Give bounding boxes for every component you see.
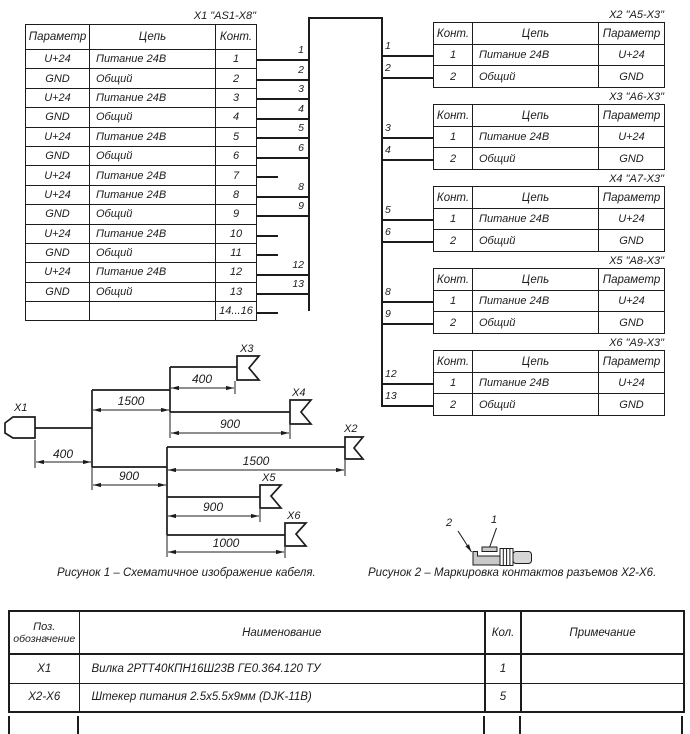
connector-label-x5: X5 (262, 472, 276, 484)
param-cell: GND (26, 146, 90, 165)
pin-cell: 1 (216, 50, 257, 69)
circuit-cell: Питание 24В (473, 127, 599, 148)
col-header-circuit: Цепь (473, 269, 599, 291)
wire-label: 5 (298, 122, 304, 134)
wire-label: 1 (385, 40, 391, 52)
pin-cell: 1 (434, 127, 473, 148)
pin-cell: 10 (216, 224, 257, 243)
circuit-cell: Общий (90, 205, 216, 224)
col-header-circuit: Цепь (473, 351, 599, 373)
table-row (26, 146, 257, 165)
wire-right-3 (381, 137, 433, 139)
pin-cell: 2 (216, 69, 257, 88)
circuit-cell: Питание 24В (473, 291, 599, 312)
circuit-cell: Питание 24В (90, 50, 216, 69)
wire-left-3 (256, 98, 308, 100)
table-continuation-line (681, 716, 683, 734)
plug-tip-contact (482, 547, 497, 552)
circuit-cell: Общий (90, 243, 216, 262)
table-row (26, 185, 257, 204)
wire-label: 9 (385, 308, 391, 320)
x1-table-title: X1 "AS1-X8" (193, 10, 256, 22)
pin-cell: 2 (434, 312, 473, 333)
dim-label-1000-x6: 1000 (212, 536, 240, 550)
wire-label: 2 (385, 62, 391, 74)
circuit-cell: Общий (90, 69, 216, 88)
table-header-row (26, 25, 257, 50)
param-cell: U+24 (26, 127, 90, 146)
col-header-param: Параметр (599, 23, 665, 45)
wire-label: 3 (385, 122, 391, 134)
x2-pinout-table (433, 22, 665, 88)
wire-right-9 (381, 323, 433, 325)
leader-line-contact-2 (458, 531, 472, 552)
circuit-cell: Общий (90, 282, 216, 301)
param-cell: U+24 (26, 263, 90, 282)
table-header-row (434, 351, 665, 373)
param-cell: U+24 (26, 50, 90, 69)
col-header-pin: Конт. (434, 105, 473, 127)
name-cell: Штекер питания 2.5х5.5х9мм (DJK-11B) (79, 683, 485, 712)
table-row (434, 291, 665, 312)
param-cell: GND (599, 230, 665, 251)
param-cell: U+24 (26, 185, 90, 204)
col-header-param: Параметр (599, 105, 665, 127)
pin-cell: 14...16 (216, 302, 257, 321)
pin-cell: 1 (434, 209, 473, 230)
dim-label-900-lower: 900 (118, 469, 140, 483)
table-row (26, 127, 257, 146)
leader-line-contact-1 (490, 528, 497, 548)
wire-right-8 (381, 301, 433, 303)
col-header-circuit: Цепь (90, 25, 216, 50)
circuit-cell: Питание 24В (90, 88, 216, 107)
plug-sleeve-contact (473, 552, 500, 566)
wire-left-13 (256, 293, 308, 295)
wire-left-2 (256, 79, 308, 81)
wire-left-12 (256, 274, 308, 276)
circuit-cell (90, 302, 216, 321)
pin-cell: 8 (216, 185, 257, 204)
table-row (26, 263, 257, 282)
pin-cell: 6 (216, 146, 257, 165)
col-header-pin: Конт. (216, 25, 257, 50)
pin-cell: 3 (216, 88, 257, 107)
table-row (26, 88, 257, 107)
param-cell: U+24 (599, 373, 665, 394)
circuit-cell: Общий (473, 312, 599, 333)
wire-label: 2 (298, 64, 304, 76)
x4-pinout-table (433, 186, 665, 252)
x4-table-title: X4 "A7-X3" (609, 173, 664, 185)
wire-label: 12 (292, 259, 304, 271)
table-header-row (434, 23, 665, 45)
pin-cell: 13 (216, 282, 257, 301)
wire-label: 13 (385, 390, 397, 402)
table-row (434, 66, 665, 87)
x1-pinout-table (25, 24, 257, 321)
circuit-cell: Общий (90, 108, 216, 127)
connector-symbol-x5 (260, 485, 281, 508)
connector-label-x2: X2 (344, 423, 358, 435)
wire-left-9 (256, 215, 308, 217)
parts-list-table (8, 610, 685, 713)
pin-cell: 4 (216, 108, 257, 127)
connector-symbol-x1 (5, 417, 35, 438)
col-header-param: Параметр (599, 351, 665, 373)
col-header-pin: Конт. (434, 351, 473, 373)
header-pos-line2: обозначение (13, 632, 76, 645)
wire-right-6 (381, 241, 433, 243)
wire-label: 1 (298, 44, 304, 56)
wire-left-6 (256, 157, 308, 159)
table-continuation-line (483, 716, 485, 734)
param-cell: GND (26, 282, 90, 301)
table-row (26, 69, 257, 88)
wire-stub-7 (256, 176, 278, 178)
circuit-cell: Питание 24В (473, 209, 599, 230)
wire-left-4 (256, 118, 308, 120)
wire-label: 4 (385, 144, 391, 156)
circuit-cell: Питание 24В (90, 263, 216, 282)
param-cell: U+24 (26, 166, 90, 185)
dim-label-900-x5: 900 (202, 500, 224, 514)
x5-pinout-table (433, 268, 665, 334)
wire-label: 4 (298, 103, 304, 115)
col-header-position (9, 611, 79, 654)
wire-stub-11 (256, 254, 278, 256)
param-cell: U+24 (26, 224, 90, 243)
note-cell (521, 683, 684, 712)
wire-label: 12 (385, 368, 397, 380)
wire-label: 6 (385, 226, 391, 238)
position-cell: X2-X6 (9, 683, 79, 712)
dim-label-1500-upper: 1500 (117, 394, 145, 408)
param-cell: GND (599, 394, 665, 415)
wire-label: 8 (298, 181, 304, 193)
param-cell (26, 302, 90, 321)
param-cell: U+24 (599, 209, 665, 230)
col-header-name: Наименование (79, 611, 485, 654)
plug-barrel (513, 552, 532, 564)
table-header-row (434, 105, 665, 127)
name-cell: Вилка 2РТТ40КПН16Ш23В ГЕ0.364.120 ТУ (79, 654, 485, 683)
table-row (26, 243, 257, 262)
x3-pinout-table (433, 104, 665, 170)
wire-label: 9 (298, 200, 304, 212)
pin-cell: 1 (434, 291, 473, 312)
table-row (26, 50, 257, 69)
table-row (434, 209, 665, 230)
circuit-cell: Общий (473, 148, 599, 169)
table-row (26, 302, 257, 321)
connector-symbol-x4 (290, 400, 311, 424)
wire-left-8 (256, 196, 308, 198)
param-cell: GND (26, 243, 90, 262)
table-row (434, 148, 665, 169)
wire-right-5 (381, 219, 433, 221)
circuit-cell: Общий (473, 394, 599, 415)
pin-cell: 12 (216, 263, 257, 282)
table-row (434, 230, 665, 251)
param-cell: U+24 (599, 45, 665, 66)
circuit-cell: Питание 24В (473, 45, 599, 66)
pin-cell: 1 (434, 45, 473, 66)
table-continuation-line (77, 716, 79, 734)
plug-contact-1-label: 1 (491, 514, 498, 526)
dim-label-400-x3: 400 (191, 372, 213, 386)
connector-label-x1: X1 (14, 402, 28, 414)
col-header-pin: Конт. (434, 269, 473, 291)
pin-cell: 2 (434, 66, 473, 87)
col-header-pin: Конт. (434, 187, 473, 209)
table-row (434, 312, 665, 333)
table-header-row (434, 187, 665, 209)
connector-symbol-x2 (345, 437, 363, 459)
pin-cell: 1 (434, 373, 473, 394)
x6-table-title: X6 "A9-X3" (609, 337, 664, 349)
circuit-cell: Питание 24В (473, 373, 599, 394)
circuit-cell: Питание 24В (90, 127, 216, 146)
param-cell: GND (599, 148, 665, 169)
wire-label: 6 (298, 142, 304, 154)
dim-label-400-x1: 400 (52, 447, 74, 461)
table-row (26, 205, 257, 224)
wire-stub-14-16 (256, 312, 278, 314)
table-row (9, 683, 684, 712)
connector-symbol-x6 (285, 523, 306, 546)
table-continuation-line (8, 716, 10, 734)
position-cell: X1 (9, 654, 79, 683)
param-cell: GND (599, 66, 665, 87)
param-cell: GND (26, 108, 90, 127)
qty-cell: 5 (485, 683, 521, 712)
table-row (434, 394, 665, 415)
table-header-row (9, 611, 684, 654)
pin-cell: 7 (216, 166, 257, 185)
col-header-circuit: Цепь (473, 187, 599, 209)
wire-label: 13 (292, 278, 304, 290)
wire-label: 3 (298, 83, 304, 95)
circuit-cell: Общий (473, 230, 599, 251)
col-header-param: Параметр (599, 187, 665, 209)
wire-right-1 (381, 55, 433, 57)
wire-stub-10 (256, 235, 278, 237)
param-cell: GND (26, 205, 90, 224)
dim-label-1500-x2: 1500 (242, 454, 270, 468)
pin-cell: 5 (216, 127, 257, 146)
pin-cell: 2 (434, 230, 473, 251)
circuit-cell: Питание 24В (90, 185, 216, 204)
connector-label-x4: X4 (292, 387, 306, 399)
connector-label-x3: X3 (240, 343, 254, 355)
param-cell: GND (26, 69, 90, 88)
wire-right-2 (381, 77, 433, 79)
figure2-caption: Рисунок 2 – Маркировка контактов разъемов X2-X6. (368, 567, 657, 579)
figure1-caption: Рисунок 1 – Схематичное изображение кабеля. (57, 567, 316, 579)
col-header-pin: Конт. (434, 23, 473, 45)
wire-label: 5 (385, 204, 391, 216)
circuit-cell: Питание 24В (90, 224, 216, 243)
pin-cell: 9 (216, 205, 257, 224)
col-header-note: Примечание (521, 611, 684, 654)
header-pos-line1: Поз. (33, 620, 56, 633)
circuit-cell: Питание 24В (90, 166, 216, 185)
param-cell: GND (599, 312, 665, 333)
table-row (26, 282, 257, 301)
cable-bundle-left-edge (308, 17, 310, 311)
table-row (26, 166, 257, 185)
param-cell: U+24 (26, 88, 90, 107)
wire-right-4 (381, 159, 433, 161)
param-cell: U+24 (599, 291, 665, 312)
table-row (434, 127, 665, 148)
x3-table-title: X3 "A6-X3" (609, 91, 664, 103)
col-header-qty: Кол. (485, 611, 521, 654)
col-header-circuit: Цепь (473, 105, 599, 127)
circuit-cell: Общий (90, 146, 216, 165)
x2-table-title: X2 "A5-X3" (609, 9, 664, 21)
connector-symbol-x3 (237, 356, 259, 380)
connector-label-x6: X6 (287, 510, 301, 522)
pin-cell: 2 (434, 148, 473, 169)
cable-bundle-top-edge (308, 17, 383, 19)
circuit-cell: Общий (473, 66, 599, 87)
col-header-param: Параметр (26, 25, 90, 50)
wire-left-1 (256, 59, 308, 61)
table-header-row (434, 269, 665, 291)
table-continuation-line (519, 716, 521, 734)
pin-cell: 2 (434, 394, 473, 415)
note-cell (521, 654, 684, 683)
param-cell: U+24 (599, 127, 665, 148)
table-row (9, 654, 684, 683)
col-header-param: Параметр (599, 269, 665, 291)
qty-cell: 1 (485, 654, 521, 683)
table-row (434, 45, 665, 66)
wire-left-5 (256, 137, 308, 139)
table-row (434, 373, 665, 394)
dim-label-900-x4: 900 (219, 417, 241, 431)
wire-label: 8 (385, 286, 391, 298)
table-row (26, 224, 257, 243)
col-header-circuit: Цепь (473, 23, 599, 45)
x5-table-title: X5 "A8-X3" (609, 255, 664, 267)
plug-contact-2-label: 2 (446, 517, 453, 529)
table-row (26, 108, 257, 127)
pin-cell: 11 (216, 243, 257, 262)
x6-pinout-table (433, 350, 665, 416)
